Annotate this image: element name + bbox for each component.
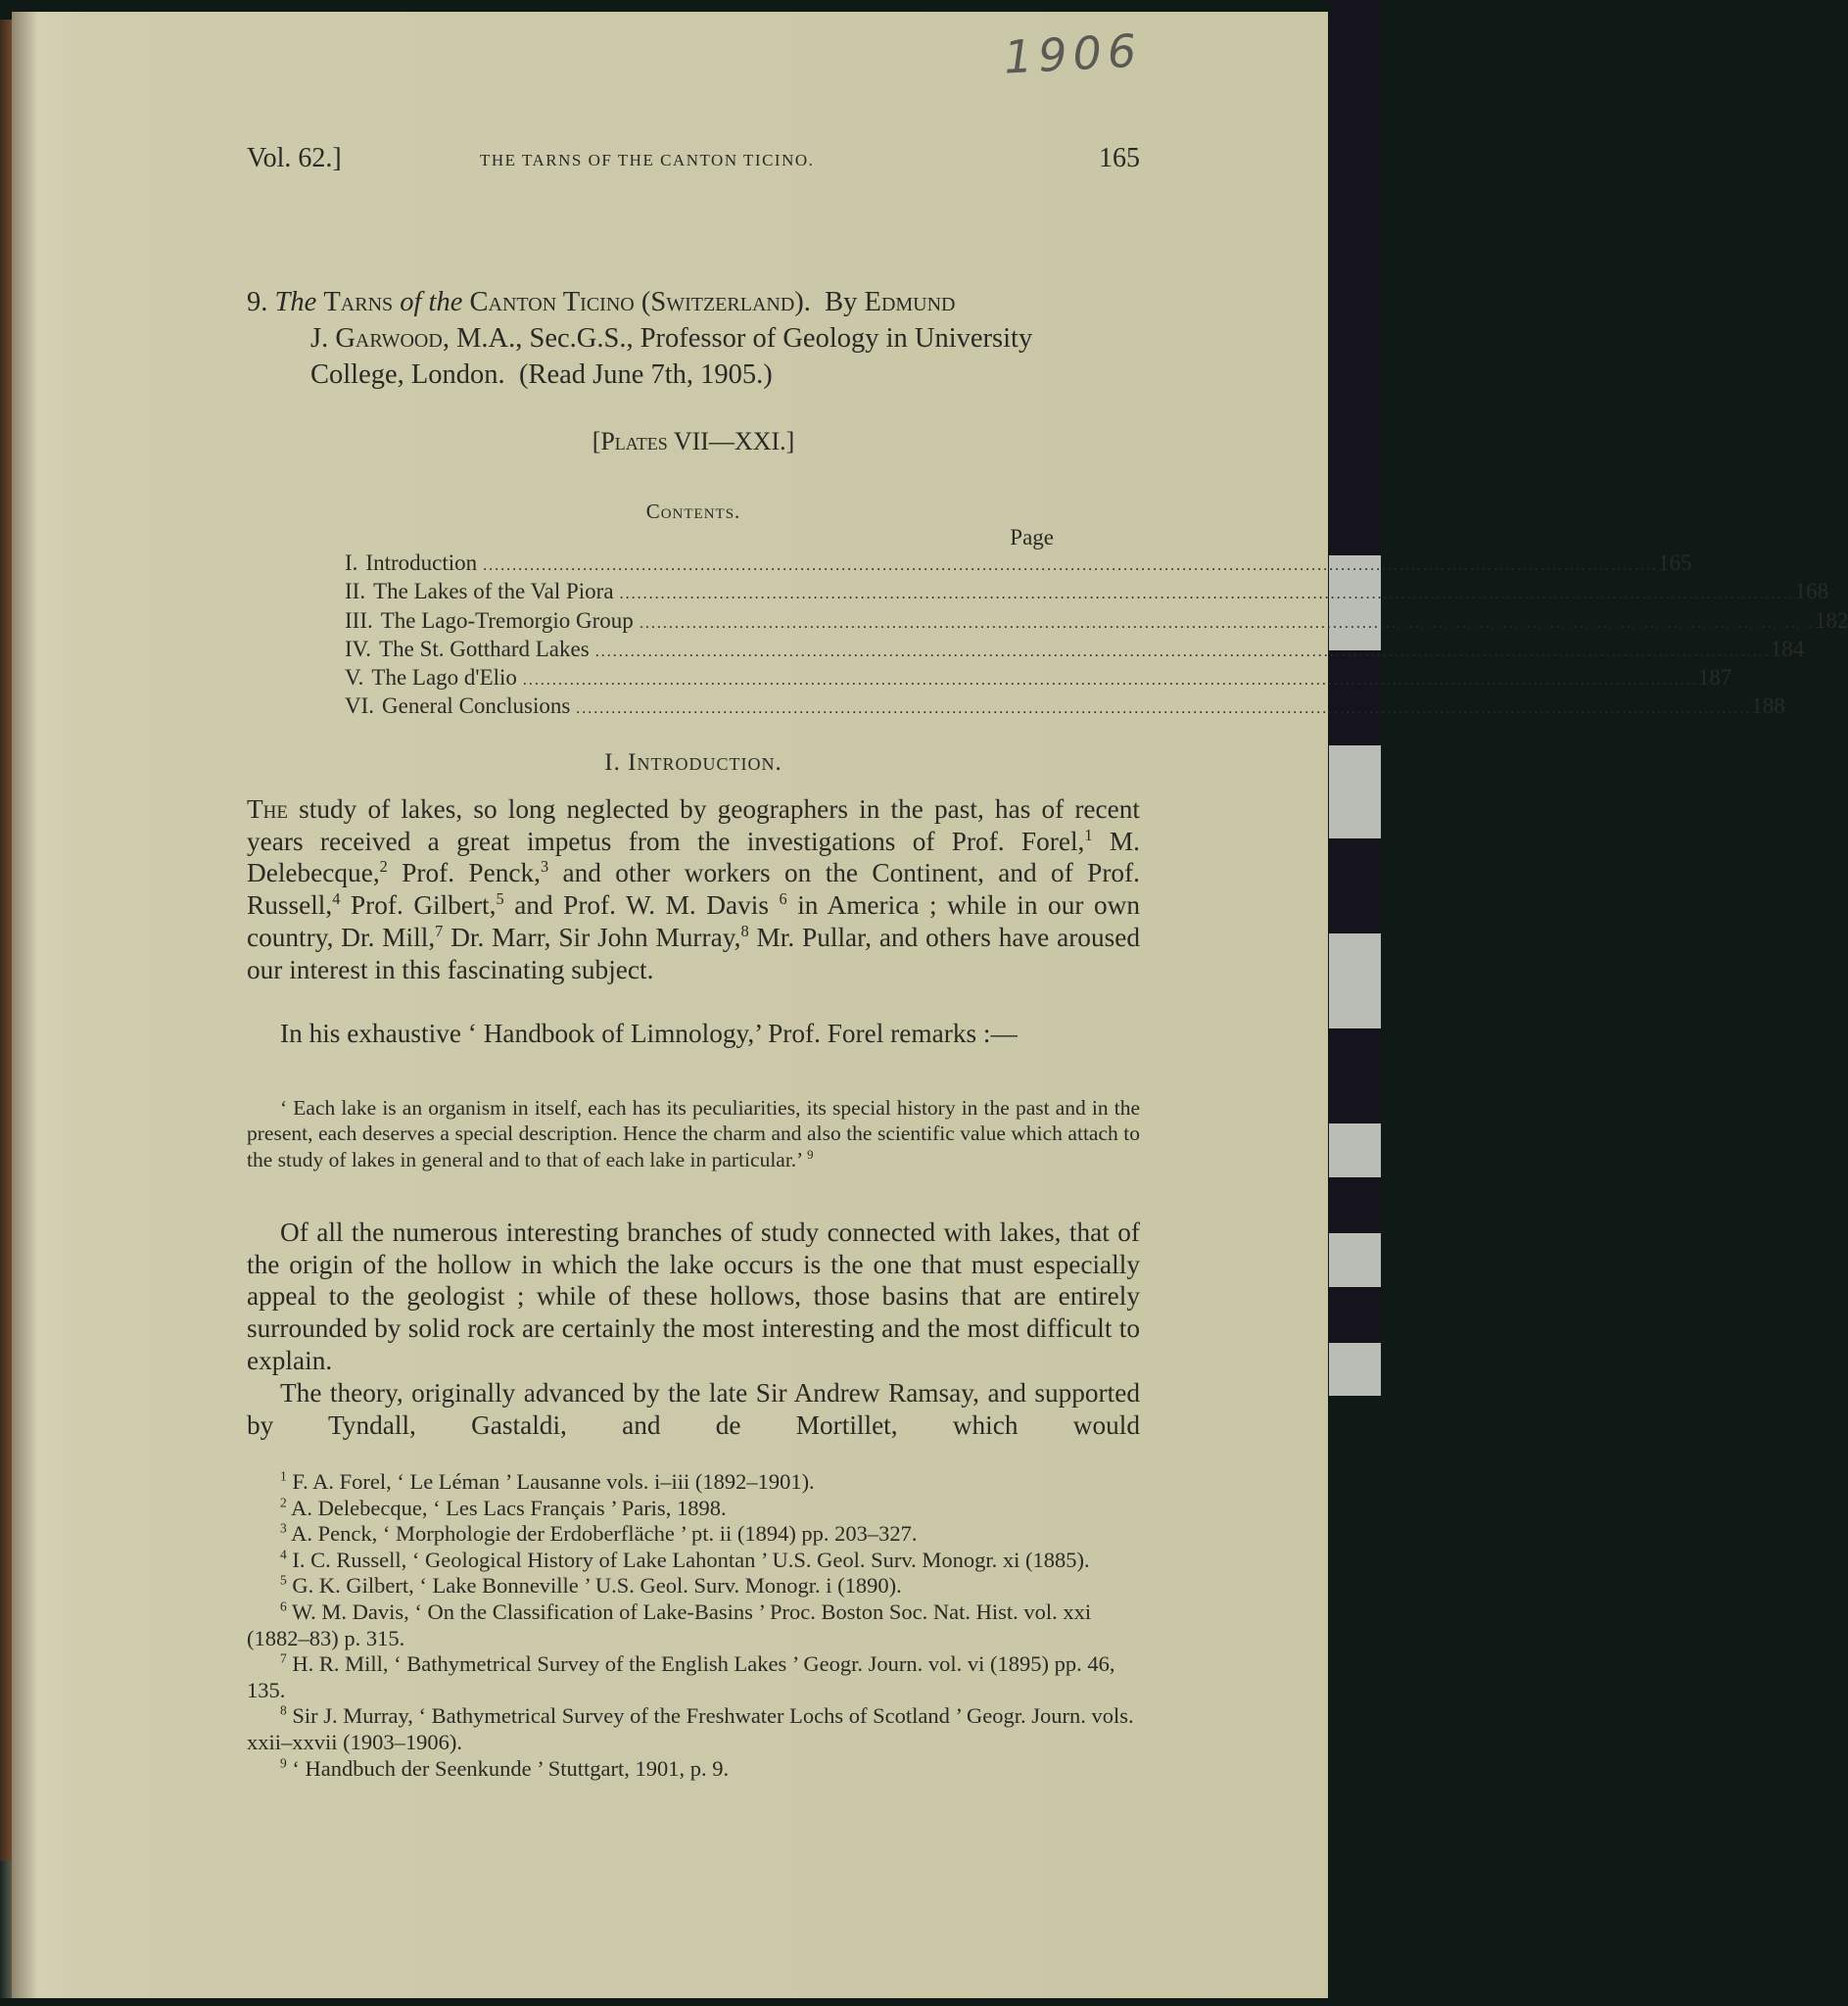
page-number: 165	[1099, 143, 1140, 173]
footnote-ref[interactable]: 2	[379, 857, 388, 877]
scale-band	[1329, 1287, 1381, 1343]
footnote-ref[interactable]: 5	[496, 889, 504, 909]
toc-page-label: Page	[1010, 525, 1054, 549]
toc-dot-leader: ........................................................................................................................................................................................................	[594, 643, 1771, 660]
volume-label: Vol. 62.]	[247, 143, 342, 173]
scale-band	[1329, 1028, 1381, 1123]
read-date: (Read June 7th, 1905.)	[518, 359, 773, 390]
scale-band	[1329, 933, 1381, 1028]
footnote	[247, 1469, 1140, 1496]
footnote-text: A. Penck, ‘ Morphologie der Erdoberfläche ’ pt. ii (1894) pp. 203–327.	[286, 1521, 918, 1547]
footnote-ref[interactable]: 8	[740, 921, 749, 940]
toc-dot-leader: ........................................................................................................................................................................................................	[483, 557, 1659, 575]
toc-item-label: The Lago d'Elio	[371, 665, 517, 691]
toc-item-number: II.	[345, 579, 366, 604]
title-word: Canton Ticino	[469, 287, 635, 317]
footnote-text: I. C. Russell, ‘ Geological History of Lake Lahontan ’ U.S. Geol. Surv. Monogr. xi (1885).	[286, 1547, 1090, 1572]
footnote-ref[interactable]: 1	[1084, 825, 1093, 844]
footnote-mark: 2	[280, 1495, 287, 1510]
page-gutter-shadow	[12, 12, 37, 1998]
section-heading: I. Introduction.	[604, 749, 782, 776]
article-title	[247, 284, 1140, 393]
scale-band	[1329, 1233, 1381, 1287]
footnote-mark: 5	[280, 1572, 287, 1588]
running-head	[247, 143, 1140, 178]
toc-item[interactable]	[345, 550, 1692, 579]
paragraph-text: The theory, originally advanced by the late Sir Andrew Ramsay, and supported by Tyndall, Gastaldi, and de Mortillet, which would	[247, 1378, 1140, 1440]
text-run: M. Delebecque,	[247, 826, 1140, 888]
footnote-mark: 8	[280, 1702, 287, 1718]
footnote	[247, 1496, 1140, 1522]
paragraph	[247, 1018, 1140, 1050]
toc-item-page: 188	[1751, 693, 1785, 719]
footnote-mark: 4	[280, 1547, 287, 1562]
block-quote	[247, 1095, 1140, 1172]
text-run: Dr. Marr, Sir John Murray,	[443, 922, 741, 952]
footnote	[247, 1600, 1140, 1651]
scale-band	[1329, 1343, 1381, 1396]
scale-band	[1329, 1177, 1381, 1233]
toc-item-label: The Lago-Tremorgio Group	[380, 607, 634, 633]
footnote-ref[interactable]: 7	[435, 921, 444, 940]
footnote-text: W. M. Davis, ‘ On the Classification of Lake-Basins ’ Proc. Boston Soc. Nat. Hist. vol. xxi (1882–83) p. 315.	[247, 1599, 1092, 1650]
author-affiliation: College, London.	[310, 359, 505, 390]
paragraph	[247, 793, 1140, 985]
scale-band	[1329, 745, 1381, 838]
running-title: THE TARNS OF THE CANTON TICINO.	[480, 151, 815, 169]
title-word: The	[274, 287, 317, 317]
toc-item-number: I.	[345, 550, 358, 576]
footnote	[247, 1703, 1140, 1755]
scale-band	[1329, 1123, 1381, 1177]
toc-item-page: 165	[1658, 550, 1692, 576]
footnote	[247, 1521, 1140, 1548]
handwritten-year-annotation: 1906	[1002, 24, 1144, 84]
text-run: study of lakes, so long neglected by geographers in the past, has of recent years received a great impetus from the investigations of Prof. Forel,	[247, 794, 1140, 856]
toc-item-page: 187	[1697, 665, 1732, 691]
author-initial: J.	[310, 323, 329, 354]
toc-dot-leader: ........................................................................................................................................................................................................	[576, 700, 1752, 718]
footnote-ref[interactable]: 9	[807, 1147, 814, 1162]
scale-band	[1329, 0, 1381, 555]
toc-dot-leader: ........................................................................................................................................................................................................	[639, 614, 1815, 632]
paragraph-text: In his exhaustive ‘ Handbook of Limnology,’ Prof. Forel remarks :—	[280, 1019, 1018, 1048]
footnote-ref[interactable]: 3	[540, 857, 549, 877]
table-of-contents	[345, 525, 1848, 722]
title-word: (Switzerland).	[640, 287, 811, 317]
footnote	[247, 1573, 1140, 1600]
toc-item-label: The St. Gotthard Lakes	[379, 636, 590, 661]
text-run: and Prof. W. M. Davis	[503, 890, 780, 921]
author-credentials: , M.A., Sec.G.S., Professor of Geology in University	[442, 323, 1033, 354]
footnote-text: G. K. Gilbert, ‘ Lake Bonneville ’ U.S. Geol. Surv. Monogr. i (1890).	[286, 1573, 902, 1599]
article-number: 9.	[247, 287, 268, 317]
paragraph-text: Of all the numerous interesting branches of study connected with lakes, that of the origin of the hollow in which the lake occurs is the one that must especially appeal to the geologist ; while of these hollows, those basins that are entirely surrounded by solid rock are certainly the most interesting and the most difficult to explain.	[247, 1218, 1140, 1375]
quote-text: ‘ Each lake is an organism in itself, each has its peculiarities, its special history in the past and in the present, each deserves a special description. Hence the charm and also the scientific value which attach to the study of lakes in general and to that of each lake in particular.’	[247, 1096, 1140, 1171]
text-run: Prof. Penck,	[387, 858, 541, 888]
title-word: of the	[400, 287, 463, 317]
scale-band	[1329, 1396, 1381, 2006]
footnote-ref[interactable]: 6	[779, 889, 787, 909]
toc-item-label: Introduction	[365, 550, 478, 576]
scale-band	[1329, 838, 1381, 933]
footnote-text: A. Delebecque, ‘ Les Lacs Français ’ Paris, 1898.	[286, 1495, 727, 1520]
footnote-text: Sir J. Murray, ‘ Bathymetrical Survey of the Freshwater Lochs of Scotland ’ Geogr. Journ. vols. xxii–xxvii (1903–1906).	[247, 1703, 1134, 1754]
toc-item-page: 184	[1770, 636, 1805, 661]
toc-dot-leader: ........................................................................................................................................................................................................	[522, 672, 1698, 690]
byline-by: By	[825, 287, 858, 317]
footnotes	[247, 1469, 1140, 1782]
toc-item[interactable]	[345, 636, 1805, 665]
toc-item-number: V.	[345, 665, 364, 691]
toc-item-number: III.	[345, 607, 373, 633]
toc-item[interactable]	[345, 579, 1829, 607]
footnote-mark: 7	[280, 1650, 287, 1666]
plates-reference: [Plates VII—XXI.]	[592, 427, 795, 455]
toc-item-label: The Lakes of the Val Piora	[373, 579, 614, 604]
toc-item-label: General Conclusions	[382, 693, 571, 719]
footnote-mark: 6	[280, 1599, 287, 1614]
author-last-name: Garwood	[335, 323, 443, 354]
toc-item[interactable]	[345, 665, 1732, 693]
toc-item-page: 168	[1794, 579, 1829, 604]
author-first-name: Edmund	[864, 287, 956, 317]
footnote-mark: 9	[280, 1755, 287, 1771]
paragraph	[247, 1377, 1140, 1441]
contents-heading: Contents.	[645, 500, 741, 523]
toc-item-number: VI.	[345, 693, 375, 719]
footnote-text: H. R. Mill, ‘ Bathymetrical Survey of the English Lakes ’ Geogr. Journ. vol. vi (1895) pp. 46, 135.	[247, 1651, 1115, 1702]
footnote-mark: 3	[280, 1520, 287, 1536]
text-run: and other workers on the Continent, and of Prof. Russell,	[247, 858, 1140, 921]
text-run: in America ; while in our own country, Dr. Mill,	[247, 890, 1140, 952]
footnote	[247, 1548, 1140, 1574]
text-run: Prof. Gilbert,	[340, 890, 497, 921]
footnote-text: F. A. Forel, ‘ Le Léman ’ Lausanne vols. i–iii (1892–1901).	[286, 1469, 815, 1494]
footnote-ref[interactable]: 4	[332, 889, 341, 909]
footnote-text: ‘ Handbuch der Seenkunde ’ Stuttgart, 1901, p. 9.	[286, 1755, 730, 1781]
paragraph	[247, 1217, 1140, 1377]
toc-item[interactable]	[345, 607, 1848, 637]
toc-item-number: IV.	[345, 636, 372, 661]
text-run: Mr. Pullar, and others have aroused our interest in this fascinating subject.	[247, 922, 1140, 984]
color-scale-bar	[1329, 0, 1381, 2006]
toc-item[interactable]	[345, 693, 1785, 722]
drop-lead: The	[247, 794, 289, 824]
footnote	[247, 1756, 1140, 1783]
footnote	[247, 1651, 1140, 1703]
toc-item-page: 182	[1814, 607, 1848, 633]
title-word: Tarns	[323, 287, 394, 317]
toc-dot-leader: ........................................................................................................................................................................................................	[619, 586, 1795, 603]
footnote-mark: 1	[280, 1468, 287, 1484]
